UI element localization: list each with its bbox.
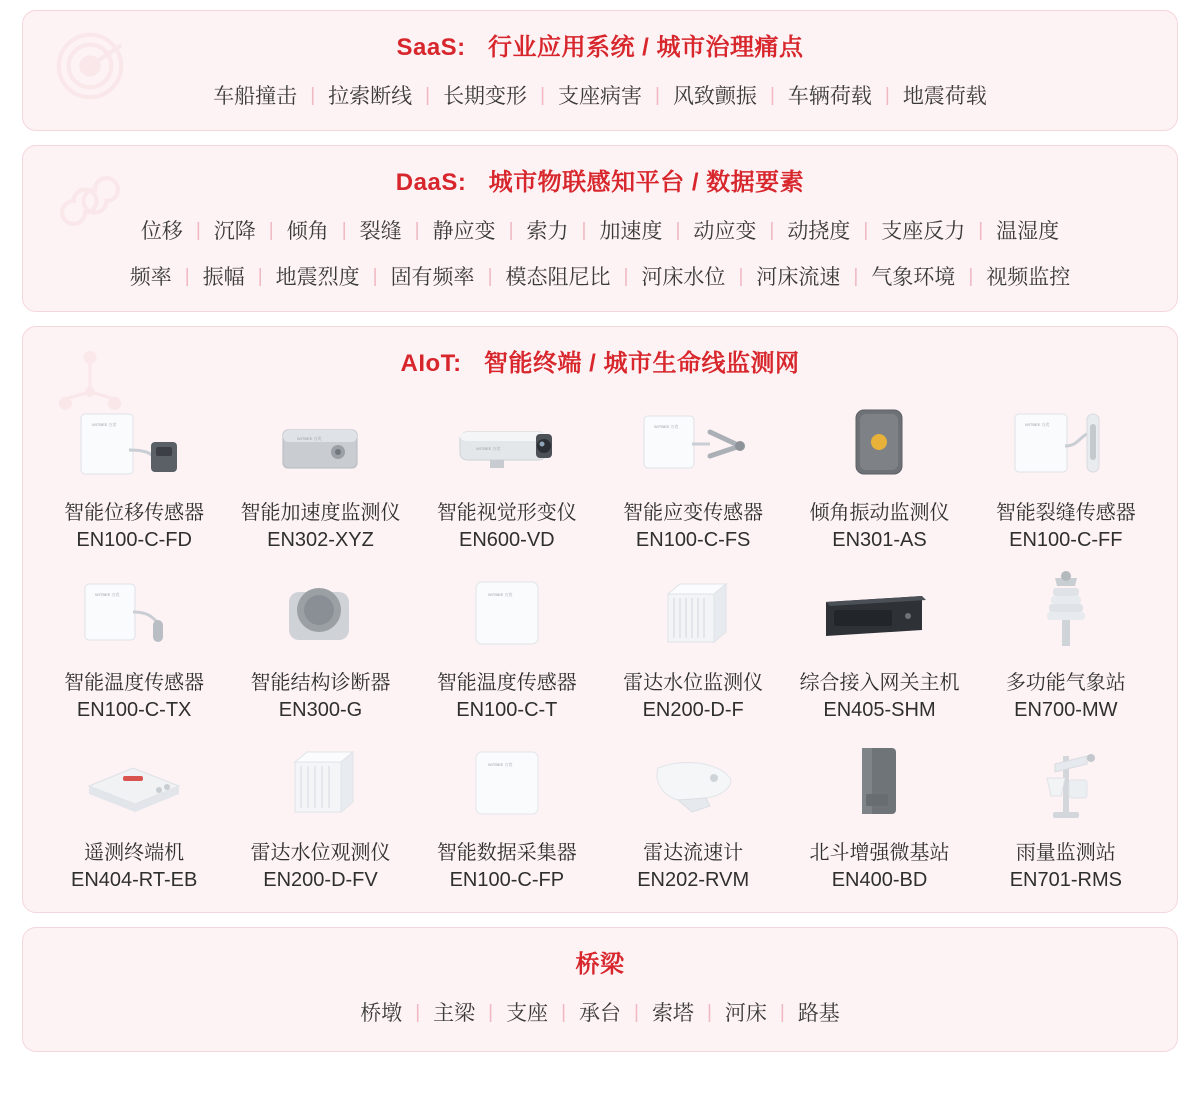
daas-panel xyxy=(22,145,1178,312)
bridge-tag[interactable]: 河床 xyxy=(724,1002,767,1025)
acceleration-monitor-icon xyxy=(245,394,395,490)
device-card[interactable] xyxy=(227,388,413,554)
device-model: EN400-BD xyxy=(831,869,928,891)
aiot-title-main: 智能终端 / 城市生命线监测网 xyxy=(483,350,800,377)
device-card[interactable] xyxy=(41,388,227,554)
bridge-tag[interactable]: 索塔 xyxy=(651,1002,694,1025)
saas-tag-row xyxy=(23,72,1177,130)
device-model: EN200-D-F xyxy=(642,699,744,721)
svg-text:WITBEE 万宾: WITBEE 万宾 xyxy=(654,424,679,429)
tag-divider: | xyxy=(195,219,201,241)
device-model: EN100-C-FD xyxy=(76,529,192,551)
device-card[interactable] xyxy=(973,388,1159,554)
device-model: EN202-RVM xyxy=(637,869,750,891)
saas-tag[interactable]: 支座病害 xyxy=(558,85,642,108)
device-model: EN600-VD xyxy=(459,529,555,551)
tag-divider: | xyxy=(581,219,587,241)
daas-tag[interactable]: 加速度 xyxy=(599,220,663,243)
temperature-sensor-tx-icon xyxy=(59,564,209,660)
bridge-tag[interactable]: 主梁 xyxy=(433,1002,476,1025)
tag-divider: | xyxy=(706,1001,712,1023)
device-name: 雷达流速计 xyxy=(643,842,744,864)
device-card[interactable] xyxy=(600,558,786,724)
device-card[interactable] xyxy=(600,388,786,554)
tag-divider: | xyxy=(863,219,869,241)
device-card[interactable] xyxy=(973,558,1159,724)
device-name: 雷达水位观测仪 xyxy=(250,842,391,864)
device-name: 智能裂缝传感器 xyxy=(995,502,1136,524)
telemetry-terminal-icon xyxy=(59,734,209,830)
device-card[interactable] xyxy=(786,388,972,554)
rain-gauge-station-icon xyxy=(991,734,1141,830)
bridge-tag-row xyxy=(23,985,1177,1051)
device-card[interactable] xyxy=(786,558,972,724)
device-card[interactable] xyxy=(973,728,1159,894)
radar-water-level-monitor-icon xyxy=(618,564,768,660)
device-model: EN100-C-FF xyxy=(1009,529,1123,551)
crack-sensor-icon xyxy=(991,394,1141,490)
device-model: EN100-C-TX xyxy=(76,699,192,721)
daas-tag[interactable]: 沉降 xyxy=(213,220,256,243)
svg-text:WITBEE 万宾: WITBEE 万宾 xyxy=(95,592,120,597)
daas-title-prefix: DaaS: xyxy=(395,169,467,196)
aiot-panel xyxy=(22,326,1178,913)
saas-tag[interactable]: 车辆荷载 xyxy=(787,85,872,108)
tag-divider: | xyxy=(508,219,514,241)
daas-tag[interactable]: 地震烈度 xyxy=(275,266,360,289)
device-card[interactable] xyxy=(414,728,600,894)
tag-divider: | xyxy=(884,84,890,106)
tag-divider: | xyxy=(853,265,859,287)
device-name: 北斗增强微基站 xyxy=(809,842,950,864)
tag-divider: | xyxy=(487,265,493,287)
device-name: 倾角振动监测仪 xyxy=(809,502,950,524)
daas-tag-row-2 xyxy=(23,253,1177,311)
daas-tag-row-1 xyxy=(23,207,1177,253)
vision-camera-icon xyxy=(432,394,582,490)
device-card[interactable] xyxy=(414,558,600,724)
saas-title xyxy=(23,11,1177,72)
device-card[interactable] xyxy=(227,728,413,894)
daas-tag[interactable]: 动挠度 xyxy=(787,220,851,243)
saas-title-main: 行业应用系统 / 城市治理痛点 xyxy=(488,34,804,61)
device-card[interactable] xyxy=(41,558,227,724)
gateway-host-icon xyxy=(804,564,954,660)
tag-divider: | xyxy=(415,1001,421,1023)
device-name: 智能视觉形变仪 xyxy=(436,502,577,524)
aiot-title xyxy=(23,327,1177,382)
device-model: EN200-D-FV xyxy=(263,869,378,891)
data-collector-icon xyxy=(432,734,582,830)
radar-water-observer-icon xyxy=(245,734,395,830)
device-name: 智能结构诊断器 xyxy=(250,672,391,694)
tilt-vibration-monitor-icon xyxy=(804,394,954,490)
tag-divider: | xyxy=(257,265,263,287)
tag-divider: | xyxy=(675,219,681,241)
device-model: EN100-C-FP xyxy=(449,869,565,891)
saas-tag[interactable]: 拉索断线 xyxy=(328,85,413,108)
device-model: EN701-RMS xyxy=(1009,869,1122,891)
device-grid xyxy=(23,382,1177,912)
device-name: 智能温度传感器 xyxy=(64,672,205,694)
device-model: EN404-RT-EB xyxy=(70,869,198,891)
svg-text:WITBEE 万宾: WITBEE 万宾 xyxy=(475,446,501,451)
daas-tag[interactable]: 模态阻尼比 xyxy=(505,266,611,289)
daas-title xyxy=(23,146,1177,207)
bridge-panel xyxy=(22,927,1178,1052)
tag-divider: | xyxy=(634,1001,639,1023)
saas-tag[interactable]: 地震荷载 xyxy=(902,85,987,108)
tag-divider: | xyxy=(540,84,545,106)
device-name: 智能数据采集器 xyxy=(436,842,577,864)
device-name: 智能加速度监测仪 xyxy=(240,502,401,524)
weather-station-icon xyxy=(991,564,1141,660)
bridge-tag[interactable]: 路基 xyxy=(797,1002,840,1025)
svg-text:WITBEE 万宾: WITBEE 万宾 xyxy=(487,762,513,767)
device-name: 雨量监测站 xyxy=(1015,842,1116,864)
radar-flow-meter-icon xyxy=(618,734,768,830)
device-name: 智能应变传感器 xyxy=(623,502,764,524)
tag-divider: | xyxy=(769,84,775,106)
tag-divider: | xyxy=(414,219,420,241)
saas-panel xyxy=(22,10,1178,131)
svg-text:WITBEE 万宾: WITBEE 万宾 xyxy=(92,422,117,427)
device-model: EN301-AS xyxy=(832,529,927,551)
device-card[interactable] xyxy=(414,388,600,554)
daas-tag[interactable]: 静应变 xyxy=(432,220,496,243)
aiot-title-prefix: AIoT: xyxy=(400,350,462,377)
device-model: EN100-C-T xyxy=(456,699,558,721)
bridge-tag[interactable]: 承台 xyxy=(579,1002,621,1025)
daas-tag[interactable]: 固有频率 xyxy=(390,266,475,289)
displacement-sensor-icon xyxy=(59,394,209,490)
device-model: EN302-XYZ xyxy=(267,529,374,551)
svg-text:WITBEE 万宾: WITBEE 万宾 xyxy=(1024,422,1050,427)
device-model: EN700-MW xyxy=(1014,699,1118,721)
bridge-tag[interactable]: 支座 xyxy=(506,1002,549,1025)
device-card[interactable] xyxy=(227,558,413,724)
svg-text:WITBEE 万宾: WITBEE 万宾 xyxy=(487,592,513,597)
device-name: 雷达水位监测仪 xyxy=(623,672,764,694)
daas-tag[interactable]: 裂缝 xyxy=(359,220,402,243)
tag-divider: | xyxy=(184,265,190,287)
tag-divider: | xyxy=(655,84,660,106)
daas-tag[interactable]: 索力 xyxy=(526,220,569,243)
device-card[interactable] xyxy=(600,728,786,894)
tag-divider: | xyxy=(310,84,316,106)
daas-tag[interactable]: 位移 xyxy=(140,220,183,243)
device-card[interactable] xyxy=(41,728,227,894)
daas-tag[interactable]: 河床水位 xyxy=(641,266,726,289)
structure-diagnoser-icon xyxy=(245,564,395,660)
device-name: 智能位移传感器 xyxy=(64,502,205,524)
tag-divider: | xyxy=(561,1001,566,1023)
daas-tag[interactable]: 动应变 xyxy=(693,220,757,243)
tag-divider: | xyxy=(968,265,974,287)
beidou-micro-station-icon xyxy=(804,734,954,830)
tag-divider: | xyxy=(425,84,431,106)
saas-tag[interactable]: 长期变形 xyxy=(443,85,528,108)
device-model: EN100-C-FS xyxy=(635,529,751,551)
daas-tag[interactable]: 河床流速 xyxy=(756,266,841,289)
bridge-title: 桥梁 xyxy=(575,951,625,978)
daas-tag[interactable]: 频率 xyxy=(129,266,172,289)
daas-tag[interactable]: 支座反力 xyxy=(881,220,966,243)
tag-divider: | xyxy=(769,219,775,241)
daas-title-main: 城市物联感知平台 / 数据要素 xyxy=(488,169,805,196)
device-name: 遥测终端机 xyxy=(84,842,185,864)
svg-text:WITBEE 万宾: WITBEE 万宾 xyxy=(297,436,322,441)
daas-tag[interactable]: 视频监控 xyxy=(986,266,1071,289)
tag-divider: | xyxy=(779,1001,785,1023)
daas-tag[interactable]: 振幅 xyxy=(202,266,245,289)
device-name: 智能温度传感器 xyxy=(436,672,577,694)
tag-divider: | xyxy=(488,1001,494,1023)
tag-divider: | xyxy=(623,265,629,287)
tag-divider: | xyxy=(268,219,274,241)
strain-sensor-icon xyxy=(618,394,768,490)
daas-tag[interactable]: 倾角 xyxy=(286,220,329,243)
saas-title-prefix: SaaS: xyxy=(396,34,466,61)
tag-divider: | xyxy=(738,265,744,287)
device-model: EN300-G xyxy=(278,699,363,721)
device-name: 综合接入网关主机 xyxy=(799,672,960,694)
bridge-tag[interactable]: 桥墩 xyxy=(360,1002,403,1025)
tag-divider: | xyxy=(372,265,378,287)
daas-tag[interactable]: 温湿度 xyxy=(996,220,1060,243)
daas-tag[interactable]: 气象环境 xyxy=(871,266,956,289)
saas-tag[interactable]: 风致颤振 xyxy=(672,85,757,108)
device-model: EN405-SHM xyxy=(823,699,936,721)
saas-tag[interactable]: 车船撞击 xyxy=(213,85,298,108)
tag-divider: | xyxy=(978,219,984,241)
temperature-sensor-t-icon xyxy=(432,564,582,660)
device-name: 多功能气象站 xyxy=(1005,672,1126,694)
device-card[interactable] xyxy=(786,728,972,894)
tag-divider: | xyxy=(341,219,347,241)
